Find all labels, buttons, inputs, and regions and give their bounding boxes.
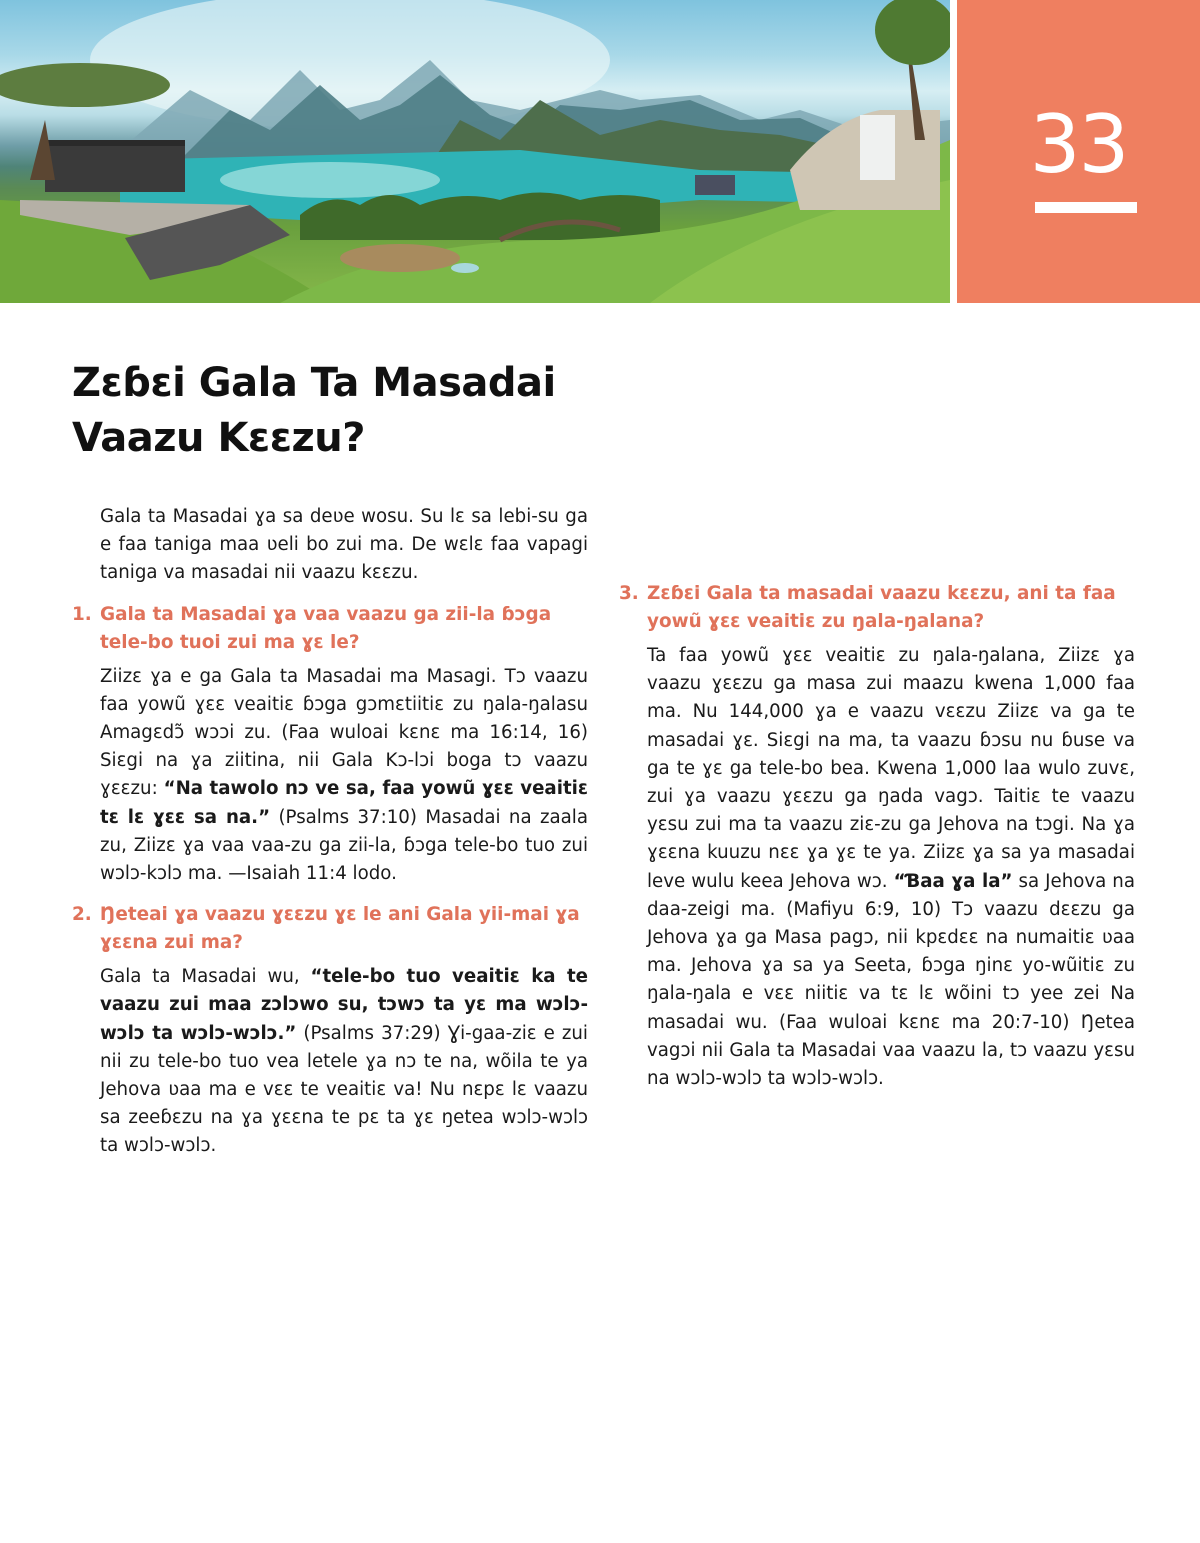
question-text: Ŋeteai ɣa vaazu ɣɛɛzu ɣɛ le ani Gala yii-mai ɣa ɣɛɛna zui ma? [100, 904, 580, 954]
answer-paragraph-2 [100, 963, 588, 1160]
question-text: Zɛɓɛi Gala ta masadai vaazu kɛɛzu, ani ta faa yowũ ɣɛɛ veaitiɛ zu ŋala-ŋalana? [647, 583, 1116, 632]
page-title-line-1: Zɛɓɛi Gala Ta Masadai [72, 360, 556, 406]
question-heading-2 [72, 901, 588, 957]
answer-text: sa Jehova na daa-zeigi ma. (Mafiyu 6:9, 10) Tɔ vaazu dɛɛzu ga Jehova ɣa ga Masa pagɔ, nii kpɛdɛɛ na numaitiɛ ʋaa ma. Jehova ɣa sa ya Seeta, ɓɔga ŋinɛ yo-wũitiɛ zu ŋala-ŋala e vɛɛ niitiɛ va tɛ lɛ wõini tɔ yee zei Na masadai wu. (Faa wuloai kɛnɛ ma 20:7-10) Ŋetea vagɔi nii Gala ta Masadai vaa vaazu la, tɔ vaazu yɛsu na wɔlɔ-wɔlɔ ta wɔlɔ-wɔlɔ. [647, 870, 1135, 1090]
question-text: Gala ta Masadai ɣa vaa vaazu ga zii-la ɓɔga tele-bo tuoi zui ma ɣɛ le? [100, 603, 552, 653]
chapter-number: 33 [1029, 98, 1128, 191]
answer-text: Ta faa yowũ ɣɛɛ veaitiɛ zu ŋala-ŋalana, Ziizɛ ɣa vaazu ɣɛɛzu ga masa zui maazu kwena 1,000 faa ma. Nu 144,000 ɣa e vaazu vɛɛzu Ziizɛ va ga te masadai ɣɛ. Siɛgi na ma, ta vaazu ɓɔsu nu ɓuse va ga te ɣɛ ga tele-bo bea. Kwena 1,000 laa wulo zuvɛ, zui ɣa vaazu ɣɛɛzu ga ŋada vagɔ. Taitiɛ te vaazu yɛsu zui ma ta vaazu ziɛ-zu ga Jehova na tɔgi. Na ɣa ɣɛɛna kuuzu nɛɛ ɣa ɣɛ te ya. Ziizɛ ɣa sa ya masadai leve wulu keea Jehova wɔ. [647, 645, 1135, 892]
intro-paragraph: Gala ta Masadai ɣa sa deʋe wosu. Su lɛ sa lebi-su ga e faa taniga maa ʋeli bo zui ma. De wɛlɛ faa vapagi taniga va masadai nii vaazu kɛɛzu. [100, 506, 588, 584]
answer-paragraph-3 [647, 642, 1135, 1093]
scripture-quote: “Na tawolo nɔ ve sa, faa yowũ ɣɛɛ veaitiɛ tɛ lɛ ɣɛɛ sa na.” [100, 778, 588, 828]
question-number: 2. [72, 904, 92, 926]
page-title [72, 356, 772, 466]
left-column [72, 503, 589, 1161]
scripture-quote: “Ɓaa ɣa la” [893, 870, 1013, 892]
answer-text: (Psalms 37:29) Ɣi-gaa-ziɛ e zui nii zu tele-bo tuo vea letele ɣa nɔ te na, wõila te ya Jehova ʋaa ma e vɛɛ te veaitiɛ va! Nu nɛpɛ lɛ vaazu sa zeeɓɛzu na ɣa ɣɛɛna te pɛ ta ɣɛ ŋetea wɔlɔ-wɔlɔ ta wɔlɔ-wɔlɔ. [100, 1022, 588, 1157]
landscape-illustration [0, 0, 950, 303]
answer-text: Ziizɛ ɣa e ga Gala ta Masadai ma Masagi. Tɔ vaazu faa yowũ ɣɛɛ veaitiɛ ɓɔga gɔmɛtiitiɛ zu ŋala-ŋalasu Amagɛdɔ̃ wɔɔi zu. (Faa wuloai kɛnɛ ma 16:14, 16) Siɛgi na ɣa ziitina, nii Gala Kɔ-lɔi boga tɔ vaazu ɣɛɛzu: [100, 665, 588, 800]
chapter-number-box [957, 0, 1200, 303]
answer-text: (Psalms 37:10) Masadai na zaala zu, Ziizɛ ɣa vaa vaa-zu ga zii-la, ɓɔga tele-bo tuo zui wɔlɔ-kɔlɔ ma. —Isaiah 11:4 lodo. [100, 806, 589, 885]
answer-paragraph-1 [100, 663, 588, 889]
question-heading-1 [72, 601, 588, 657]
answer-text: Gala ta Masadai wu, [100, 966, 311, 988]
scripture-quote: “tele-bo tuo veaitiɛ ka te vaazu zui maa zɔlɔwo su, tɔwɔ ta yɛ ma wɔlɔ-wɔlɔ ta wɔlɔ-wɔlɔ.” [100, 966, 588, 1044]
question-heading-3 [619, 580, 1135, 636]
page-title-line-2: Vaazu Kɛɛzu? [72, 415, 365, 461]
question-number: 1. [72, 603, 92, 625]
question-number: 3. [619, 583, 639, 604]
right-column [619, 580, 1135, 1093]
chapter-number-underline [1035, 202, 1137, 213]
banner-image [0, 0, 950, 303]
